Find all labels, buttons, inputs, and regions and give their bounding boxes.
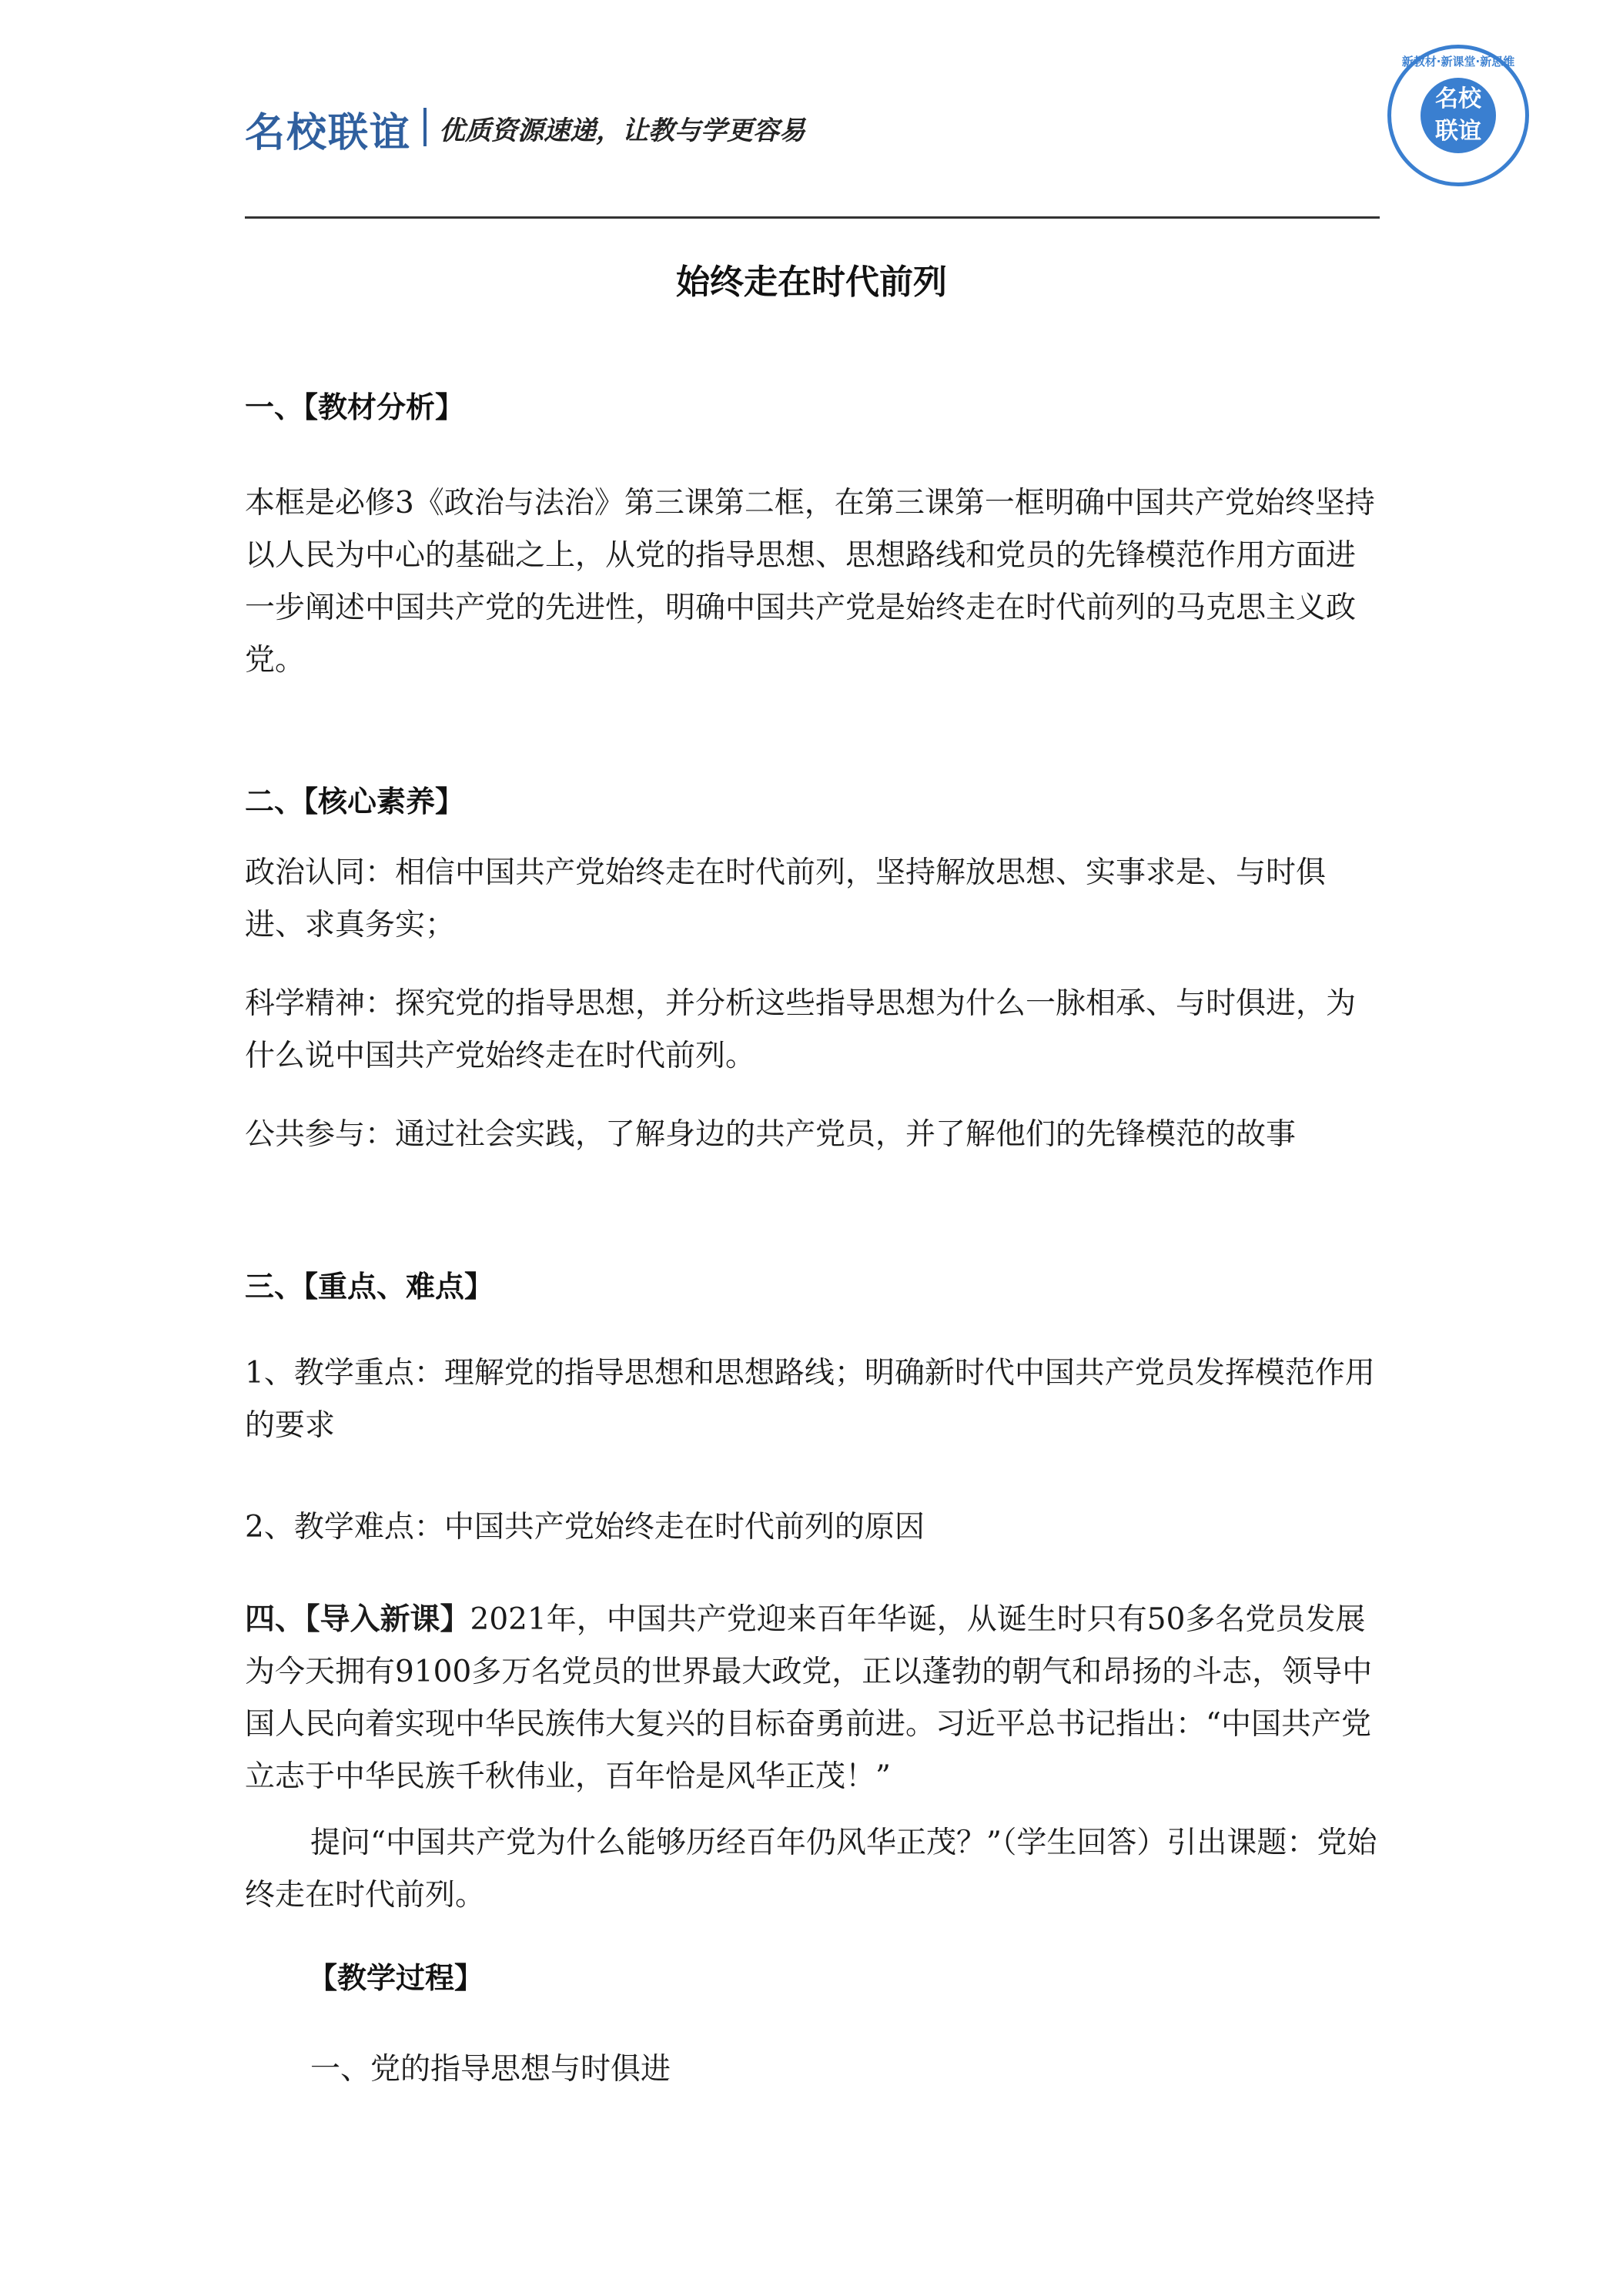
section-heading-keypoints: 三、【重点、难点】	[245, 1270, 494, 1304]
brand-divider	[423, 108, 427, 146]
brand-logo: 名校联谊	[245, 110, 412, 156]
keypoint-difficulty: 2、教学难点：中国共产党始终走在时代前列的原因	[245, 1510, 925, 1545]
seal-center-line1: 名校	[1435, 85, 1481, 112]
document-title: 始终走在时代前列	[676, 263, 947, 302]
intro-text: 2021年，中国共产党迎来百年华诞，从诞生时只有50多名党员发展为今天拥有9100多万名党员的世界最大政党，正以蓬勃的朝气和昂扬的斗志，领导中国人民向着实现中华民族伟大复兴的目标奋勇前进。习近平总书记指出：“中国共产党立志于中华民族千秋伟业，百年恰是风华正茂！”	[245, 1602, 1373, 1794]
section-heading-literacy: 二、【核心素养】	[245, 785, 465, 818]
seal-center-line2: 联谊	[1435, 118, 1481, 145]
literacy-participation: 公共参与：通过社会实践，了解身边的共产党员，并了解他们的先锋模范的故事	[245, 1117, 1297, 1152]
analysis-paragraph: 本框是必修3《政治与法治》第三课第二框，在第三课第一框明确中国共产党始终坚持以人民为中心的基础之上，从党的指导思想、思想路线和党员的先锋模范作用方面进一步阐述中国共产党的先进性，明确中国共产党是始终走在时代前列的马克思主义政党。	[245, 486, 1375, 678]
page-header	[245, 100, 1384, 154]
intro-question: 提问“中国共产党为什么能够历经百年仍风华正茂？”（学生回答）引出课题：党始终走在时代前列。	[245, 1826, 1377, 1913]
literacy-science: 科学精神：探究党的指导思想，并分析这些指导思想为什么一脉相承、与时俱进，为什么说中国共产党始终走在时代前列。	[245, 986, 1357, 1073]
seal-logo-icon	[1387, 45, 1529, 186]
section-heading-process: 【教学过程】	[308, 1961, 484, 1995]
brand-slogan: 优质资源速递，让教与学更容易	[439, 115, 805, 146]
seal-center	[1421, 78, 1496, 153]
intro-paragraph	[245, 1594, 1383, 1803]
keypoint-focus: 1、教学重点：理解党的指导思想和思想路线；明确新时代中国共产党员发挥模范作用的要求	[245, 1356, 1375, 1443]
seal-ring-text: 新教材·新课堂·新思维	[1401, 55, 1515, 69]
literacy-political: 政治认同：相信中国共产党始终走在时代前列，坚持解放思想、实事求是、与时俱进、求真务实；	[245, 855, 1327, 942]
section-heading-analysis: 一、【教材分析】	[245, 390, 465, 424]
section-heading-intro: 四、【导入新课】	[245, 1602, 470, 1637]
header-rule	[245, 216, 1380, 219]
process-item-1: 一、党的指导思想与时俱进	[310, 2052, 671, 2087]
